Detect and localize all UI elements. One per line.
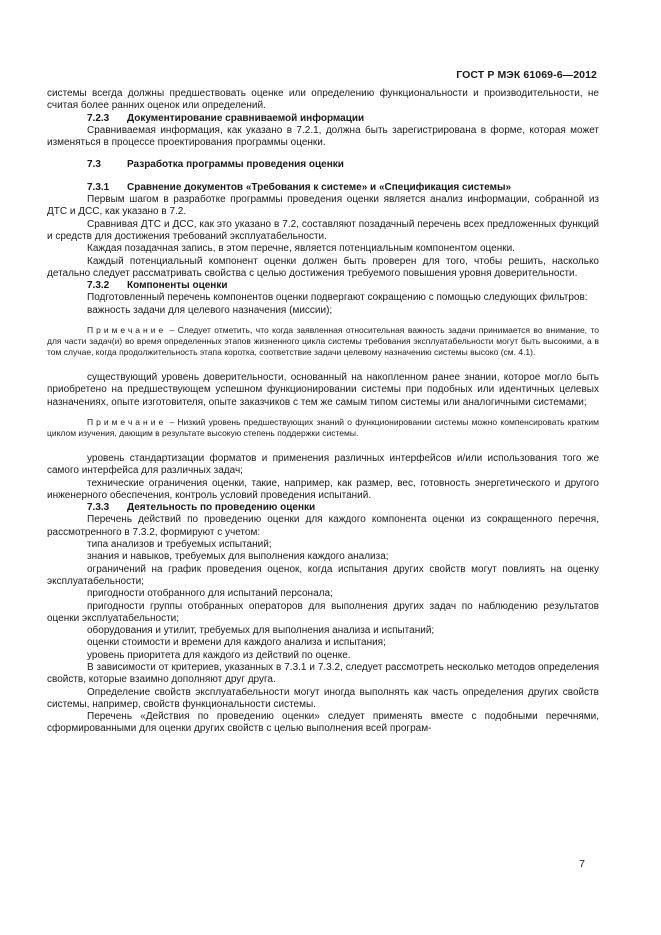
paragraph: оборудования и утилит, требуемых для выполнения анализа и испытаний;: [87, 625, 435, 637]
paragraph: пригодности отобранного для испытаний персонала;: [87, 588, 333, 600]
paragraph: Перечень действий по проведению оценки для каждого компонента оценки из сокращенного перечня, рассмотренного в 7.3.2, формируют с учетом:: [47, 514, 599, 538]
paragraph: ограничений на график проведения оценок, когда испытания других свойств могут повлиять на оценку эксплуатабельности;: [47, 563, 599, 587]
paragraph: Каждая позадачная запись, в этом перечне, является потенциальным компонентом оценки.: [87, 243, 515, 255]
section-number: 7.3.2: [87, 280, 110, 292]
paragraph: существующий уровень доверительности, основанный на накопленном ранее знании, которое могло быть приобретено на предшествующем успешном функционировании системы при подобных или идентичных целевых назначениях, опыте изготовителя, опыте заказчиков с тем же самым типом системы или аналогичными системами;: [47, 372, 599, 408]
paragraph: Подготовленный перечень компонентов оценки подвергают сокращению с помощью следующих фильтров:: [87, 292, 588, 304]
section-heading: [47, 182, 599, 194]
note-paragraph: [47, 325, 599, 358]
paragraph: важность задачи для целевого назначения (миссии);: [87, 304, 333, 316]
note-text: – Низкий уровень предшествующих знаний о функционировании системы можно компенсировать кратким циклом изучения, дающим в результате высокую степень поддержки системы.: [47, 416, 599, 438]
paragraph: Первым шагом в разработке программы проведения оценки является анализ информации, собранной из ДТС и ДСС, как указано в 7.2.: [47, 194, 599, 218]
section-number: 7.3: [87, 159, 101, 171]
note-text: – Следует отметить, что когда заявленная относительная важность задачи принимается во внимание, то для части задач(и) во время определенных этапов жизненного цикла системы требования эксплуатабельности могут быть высокими, а в том случае, когда продолжительность этапа коротка, соответствие задачи целевому назначению системы высоко (см. 4.1).: [47, 325, 599, 358]
section-heading: [47, 159, 599, 171]
section-number: 7.3.1: [87, 181, 110, 193]
section-title: Разработка программы проведения оценки: [127, 159, 344, 171]
paragraph: Определение свойств эксплуатабельности могут иногда выполнять как часть определения других свойств системы, например, свойств функциональности системы.: [47, 686, 599, 710]
page-number: 7: [579, 858, 585, 870]
paragraph: уровень приоритета для каждого из действий по оценке.: [87, 649, 351, 661]
section-title: Документирование сравниваемой информации: [127, 112, 365, 124]
paragraph: пригодности группы отобранных операторов для выполнения других задач по наблюдению результатов оценки эксплуатабельности;: [47, 600, 599, 624]
section-title: Компоненты оценки: [127, 280, 228, 292]
section-heading: [47, 280, 599, 292]
section-number: 7.3.3: [87, 502, 110, 514]
paragraph: технические ограничения оценки, такие, например, как размер, вес, готовность энергетического и другого инженерного обеспечения, контроль условий проведения испытаний.: [47, 477, 599, 501]
paragraph: Каждый потенциальный компонент оценки должен быть проверен для того, чтобы решить, насколько детально следует рассматривать свойства с целью достижения требуемого повышения уровня доверительности.: [47, 255, 599, 279]
note-label: Примечание: [87, 416, 167, 427]
paragraph: Сравнивая ДТС и ДСС, как это указано в 7.2, составляют позадачный перечень всех предложенных функций и средств для достижения требований эксплуатабельности.: [47, 218, 599, 242]
paragraph: системы всегда должны предшествовать оценке или определению функциональности и производительности, не считая более ранних оценок или определений.: [47, 88, 599, 112]
section-title: Деятельность по проведению оценки: [127, 502, 316, 514]
document-header: ГОСТ Р МЭК 61069-6—2012: [456, 69, 597, 81]
paragraph: уровень стандартизации форматов и применения различных интерфейсов и/или использования того же самого интерфейса для различных задач;: [47, 452, 599, 477]
paragraph: В зависимости от критериев, указанных в 7.3.1 и 7.3.2, следует рассмотреть несколько методов определения свойств, которые взаимно дополняют друг друга.: [47, 661, 599, 686]
note-label: Примечание: [87, 325, 167, 336]
paragraph: Перечень «Действия по проведению оценки» следует применять вместе с подобными перечнями, сформированными для оценки других свойств с целью выполнения всей програм-: [47, 711, 599, 735]
section-heading: [47, 113, 599, 125]
paragraph: типа анализов и требуемых испытаний;: [87, 539, 272, 551]
paragraph: знания и навыков, требуемых для выполнения каждого анализа;: [87, 551, 389, 563]
section-heading: [47, 502, 599, 514]
paragraph: Сравниваемая информация, как указано в 7.2.1, должна быть зарегистрирована в форме, которая может изменяться в процессе проектирования программы оценки.: [47, 124, 599, 149]
paragraph: оценки стоимости и времени для каждого анализа и испытания;: [87, 637, 386, 649]
section-number: 7.2.3: [87, 112, 110, 124]
section-title: Сравнение документов «Требования к системе» и «Спецификация системы»: [127, 181, 512, 193]
document-body: [47, 88, 599, 736]
note-paragraph: [47, 417, 599, 439]
